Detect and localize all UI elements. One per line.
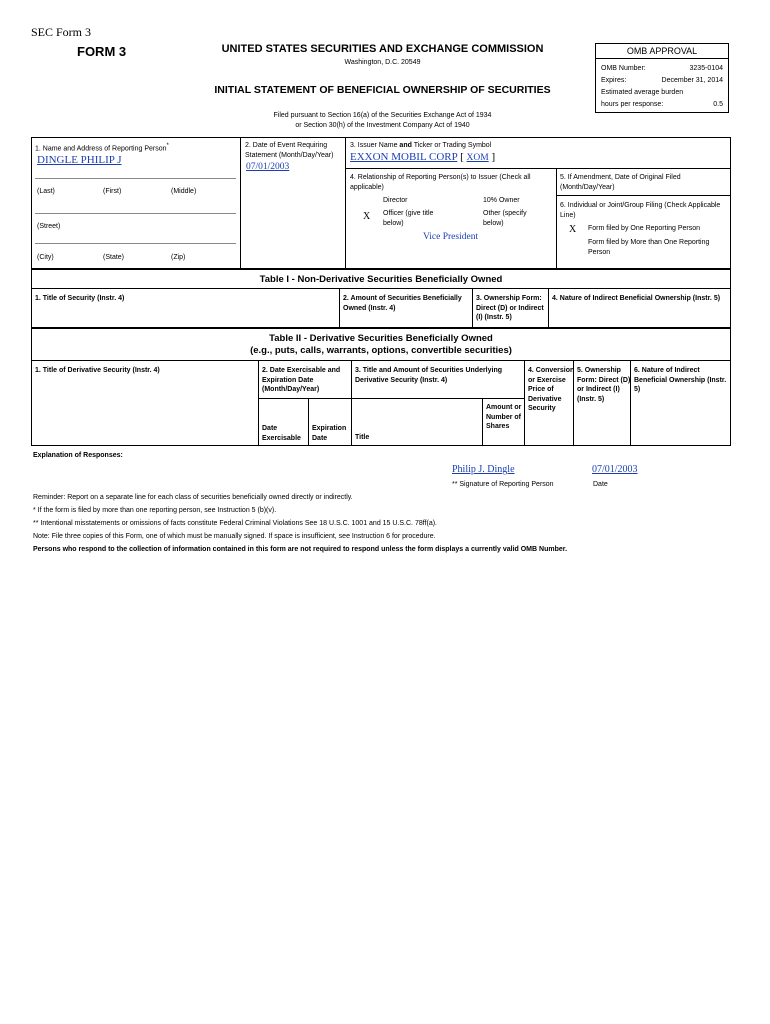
table-2-sub-expiration-date: Expiration Date (312, 425, 347, 442)
omb-number-label: OMB Number: (601, 65, 646, 72)
table-1-col-amount: 2. Amount of Securities Beneficially Owned (Instr. 4) (343, 295, 462, 312)
omb-disclaimer: Persons who respond to the collection of information contained in this form are not required to respond unless the form displays a currently valid OMB Number. (33, 546, 568, 553)
city-label: (City) (37, 254, 54, 261)
ticker-symbol[interactable]: XOM (466, 153, 489, 163)
footnote-single-star: * If the form is filed by more than one reporting person, see Instruction 5 (b)(v). (33, 507, 277, 514)
doc-label: SEC Form 3 (31, 25, 92, 39)
table-2-sub-title: Title (355, 434, 370, 441)
table-2-col-title: 1. Title of Derivative Security (Instr. 4) (35, 367, 160, 374)
box1-label: 1. Name and Address of Reporting Person* (35, 143, 169, 153)
agency-location: Washington, D.C. 20549 (344, 59, 421, 66)
omb-title: OMB APPROVAL (596, 44, 728, 59)
box3-label: 3. Issuer Name and Ticker or Trading Symbol (350, 142, 492, 149)
first-name-label: (First) (103, 188, 122, 195)
box6-label: 6. Individual or Joint/Group Filing (Check Applicable Line) (560, 202, 721, 219)
reporting-person-name[interactable]: DINGLE PHILIP J (37, 154, 122, 166)
ten-percent-owner-label: 10% Owner (483, 197, 520, 204)
officer-check-mark[interactable]: X (363, 211, 371, 222)
table-1-col-ownership-form: 3. Ownership Form: Direct (D) or Indirect (I) (Instr. 5) (476, 295, 544, 321)
agency-name: UNITED STATES SECURITIES AND EXCHANGE COMMISSION (221, 43, 544, 55)
reminder-note: Reminder: Report on a separate line for each class of securities beneficially owned directly or indirectly. (33, 494, 353, 501)
footnote-double-star: ** Intentional misstatements or omissions of facts constitute Federal Criminal Violations See 18 U.S.C. 1001 and 15 U.S.C. 78ff(a). (33, 520, 437, 527)
omb-approval-box (595, 43, 729, 113)
table-1-title: Table I - Non-Derivative Securities Beneficially Owned (259, 274, 503, 285)
table-2-sub-date-exercisable: Date Exercisable (262, 425, 301, 442)
signature-date-label: Date (593, 481, 608, 488)
issuer-name[interactable]: EXXON MOBIL CORP (350, 151, 458, 163)
explanation-label: Explanation of Responses: (33, 452, 123, 459)
one-person-check-mark[interactable]: X (569, 224, 577, 235)
table-2-title: Table II - Derivative Securities Beneficially Owned (269, 333, 493, 344)
one-reporting-person-label: Form filed by One Reporting Person (588, 225, 701, 232)
issuer-line: EXXON MOBIL CORP [ XOM ] (350, 151, 496, 163)
street-label: (Street) (37, 223, 61, 230)
event-date[interactable]: 07/01/2003 (246, 162, 290, 172)
table-2-sub-amount: Amount or Number of Shares (486, 404, 522, 430)
table-2-col-underlying: 3. Title and Amount of Securities Underlying Derivative Security (Instr. 4) (355, 367, 503, 384)
table-2-col-nature: 6. Nature of Indirect Beneficial Ownership (Instr. 5) (634, 367, 727, 393)
statement-title: INITIAL STATEMENT OF BENEFICIAL OWNERSHIP OF SECURITIES (214, 84, 551, 96)
table-2-subtitle: (e.g., puts, calls, warrants, options, convertible securities) (250, 345, 512, 356)
zip-label: (Zip) (171, 254, 186, 261)
more-reporting-person-label: Form filed by More than One Reporting Person (588, 239, 710, 256)
officer-label: Officer (give title below) (383, 210, 434, 227)
officer-title: Vice President (423, 232, 479, 242)
last-name-label: (Last) (37, 188, 55, 195)
omb-expires-label: Expires: (601, 77, 627, 84)
filed-pursuant-line2: or Section 30(h) of the Investment Company Act of 1940 (295, 122, 470, 129)
omb-hours-value: 0.5 (713, 101, 723, 108)
table-1-col-nature: 4. Nature of Indirect Beneficial Ownership (Instr. 5) (552, 295, 721, 302)
omb-number-value: 3235-0104 (689, 65, 723, 72)
table-2-col-ownership-form: 5. Ownership Form: Direct (D) or Indirect (I) (Instr. 5) (577, 367, 631, 403)
omb-burden-label: Estimated average burden (601, 89, 684, 96)
signature-name[interactable]: Philip J. Dingle (452, 464, 515, 475)
signature-label: ** Signature of Reporting Person (452, 481, 554, 488)
filed-pursuant-line1: Filed pursuant to Section 16(a) of the Securities Exchange Act of 1934 (273, 112, 492, 119)
box2-label: 2. Date of Event Requiring Statement (Month/Day/Year) (245, 142, 334, 159)
omb-expires-value: December 31, 2014 (661, 77, 723, 84)
table-1-col-title: 1. Title of Security (Instr. 4) (35, 295, 125, 302)
signature-date[interactable]: 07/01/2003 (592, 464, 638, 475)
table-2-col-conversion: 4. Conversion or Exercise Price of Derivative Security (528, 367, 575, 412)
box5-label: 5. If Amendment, Date of Original Filed (Month/Day/Year) (560, 174, 681, 191)
table-2-col-dates: 2. Date Exercisable and Expiration Date (Month/Day/Year) (262, 367, 341, 393)
middle-name-label: (Middle) (171, 188, 197, 195)
other-label: Other (specify below) (483, 210, 527, 227)
state-label: (State) (103, 254, 125, 261)
box4-label: 4. Relationship of Reporting Person(s) to Issuer (Check all applicable) (350, 174, 531, 191)
copies-note: Note: File three copies of this Form, one of which must be manually signed. If space is insufficient, see Instruction 6 for procedure. (33, 533, 436, 540)
director-label: Director (383, 197, 408, 204)
omb-hours-label: hours per response: (601, 101, 664, 108)
form-title: FORM 3 (77, 44, 127, 59)
